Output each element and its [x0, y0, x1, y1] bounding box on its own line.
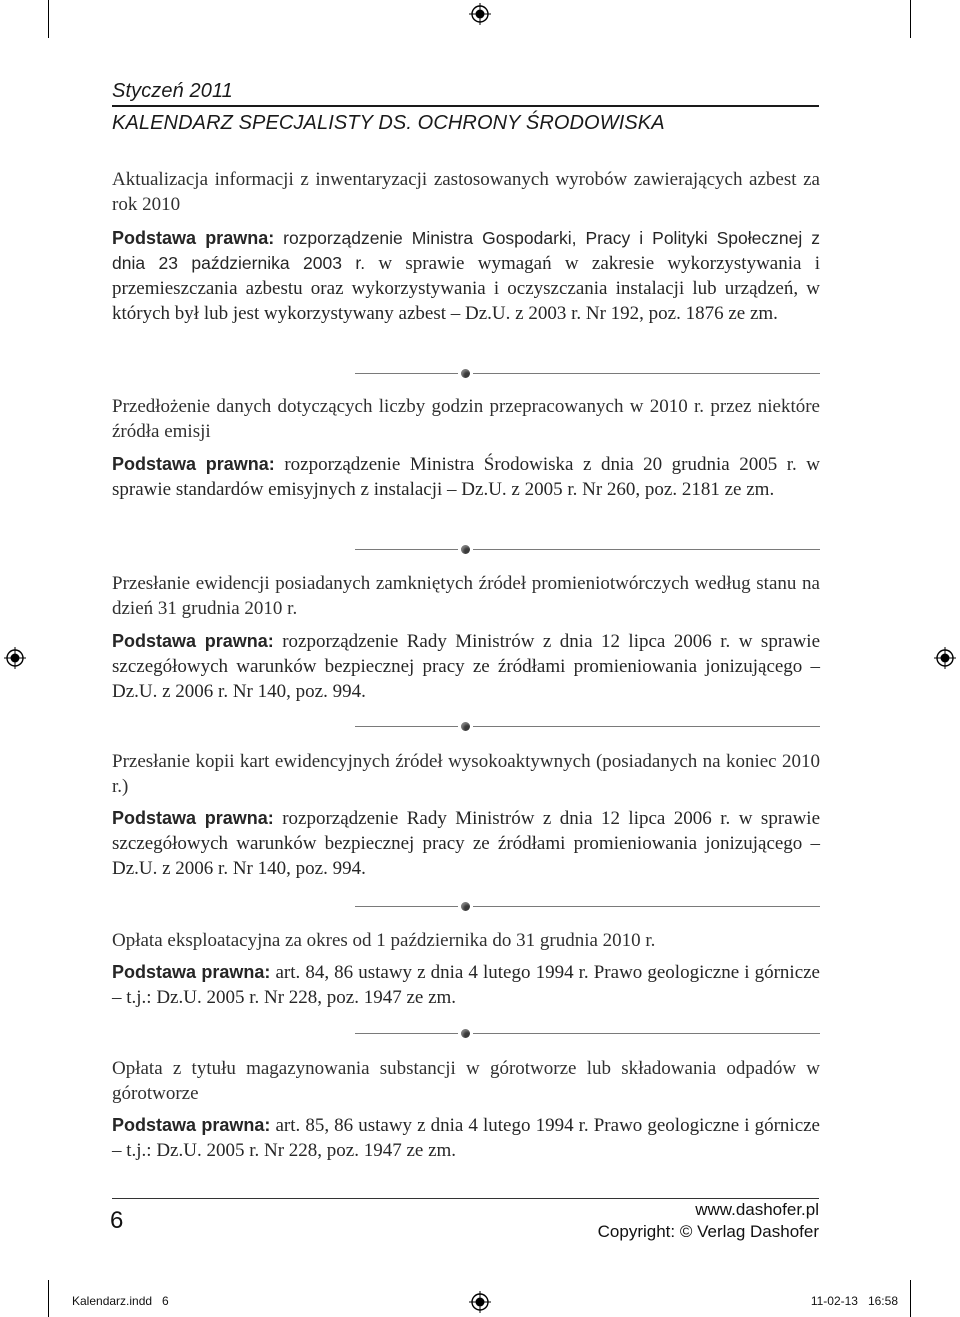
registration-mark-icon	[4, 647, 26, 669]
entry-title: Przedłożenie danych dotyczących liczby godzin przepracowanych w 2010 r. przez niektóre źródła emisji	[112, 396, 820, 442]
registration-mark-icon	[469, 3, 491, 25]
legal-basis-label: Podstawa prawna:	[112, 1115, 271, 1135]
crop-mark	[48, 0, 49, 38]
crop-mark	[910, 0, 911, 38]
registration-mark-icon	[934, 647, 956, 669]
legal-basis-text: rozporządzenie Ministra Środowiska z dnia 20 grudnia 2005 r. w sprawie standardów emisyjnych z instalacji – Dz.U. z 2005 r. Nr 260, poz. 2181 ze zm.	[112, 454, 821, 500]
legal-basis-label: Podstawa prawna:	[112, 962, 271, 982]
section-separator	[355, 722, 820, 732]
legal-basis-text: rozporządzenie Ministra Gospodarki, Pracy i Polityki Społecznej z dnia 23 października 2003 r.	[112, 228, 820, 273]
entry-legal-basis	[112, 226, 820, 326]
entry-legal-basis	[112, 806, 820, 881]
header-rule	[112, 105, 819, 107]
legal-basis-label: Podstawa prawna:	[112, 808, 274, 828]
section-separator	[355, 545, 820, 555]
crop-mark	[910, 1280, 911, 1317]
legal-basis-label: Podstawa prawna:	[112, 631, 274, 651]
crop-mark	[48, 1280, 49, 1317]
legal-basis-text: rozporządzenie Rady Ministrów z dnia 12 lipca 2006 r. w sprawie szczegółowych warunków bezpiecznej pracy ze źródłami promieniowania jonizującego – Dz.U. z 2006 r. Nr 140, poz. 994.	[112, 631, 821, 702]
entry-legal-basis	[112, 1113, 820, 1163]
entry-legal-basis	[112, 629, 820, 704]
entry-title: Przesłanie ewidencji posiadanych zamkniętych źródeł promieniotwórczych według stanu na dzień 31 grudnia 2010 r.	[112, 573, 820, 619]
footer-copyright: Copyright: © Verlag Dashofer	[597, 1222, 819, 1241]
section-separator	[355, 902, 820, 912]
entry-legal-basis	[112, 960, 820, 1010]
section-separator	[355, 1029, 820, 1039]
footer-website: www.dashofer.pl	[695, 1200, 819, 1219]
entry-title: Przesłanie kopii kart ewidencyjnych źródeł wysokoaktywnych (posiadanych na koniec 2010 r.)	[112, 751, 820, 797]
legal-basis-text: rozporządzenie Rady Ministrów z dnia 12 lipca 2006 r. w sprawie szczegółowych warunków bezpiecznej pracy ze źródłami promieniowania jonizującego – Dz.U. z 2006 r. Nr 140, poz. 994.	[112, 808, 821, 879]
slug-filename: Kalendarz.indd 6	[72, 1294, 169, 1308]
section-separator	[355, 369, 820, 379]
slug-timestamp: 11-02-13 16:58	[810, 1294, 898, 1308]
header-section-title: KALENDARZ SPECJALISTY DS. OCHRONY ŚRODOWISKA	[112, 112, 665, 134]
registration-mark-icon	[469, 1291, 491, 1313]
entry-title: Aktualizacja informacji z inwentaryzacji zastosowanych wyrobów zawierających azbest za rok 2010	[112, 169, 820, 215]
entry-legal-basis	[112, 452, 820, 502]
entry-title: Opłata eksploatacyjna za okres od 1 października do 31 grudnia 2010 r.	[112, 930, 656, 951]
legal-basis-label: Podstawa prawna:	[112, 454, 275, 474]
entry-title: Opłata z tytułu magazynowania substancji w górotworze lub składowania odpadów w górotworze	[112, 1058, 820, 1104]
legal-basis-text: art. 85, 86 ustawy z dnia 4 lutego 1994 r. Prawo geologiczne i górnicze – t.j.: Dz.U. 2005 r. Nr 228, poz. 1947 ze zm.	[112, 1115, 820, 1161]
header-date: Styczeń 2011	[112, 80, 233, 102]
legal-basis-text: art. 84, 86 ustawy z dnia 4 lutego 1994 r. Prawo geologiczne i górnicze – t.j.: Dz.U. 2005 r. Nr 228, poz. 1947 ze zm.	[112, 962, 820, 1008]
legal-basis-label: Podstawa prawna:	[112, 228, 275, 248]
legal-basis-text: w sprawie wymagań w zakresie wykorzystywania i przemieszczania azbestu oraz wykorzystywania i oczyszczania instalacji lub urządzeń, w których był lub jest wykorzystywany azbest – Dz.U. z 2003 r. Nr 192, poz. 1876 ze zm.	[112, 253, 821, 324]
page-number: 6	[110, 1207, 124, 1234]
footer-rule	[112, 1198, 819, 1199]
